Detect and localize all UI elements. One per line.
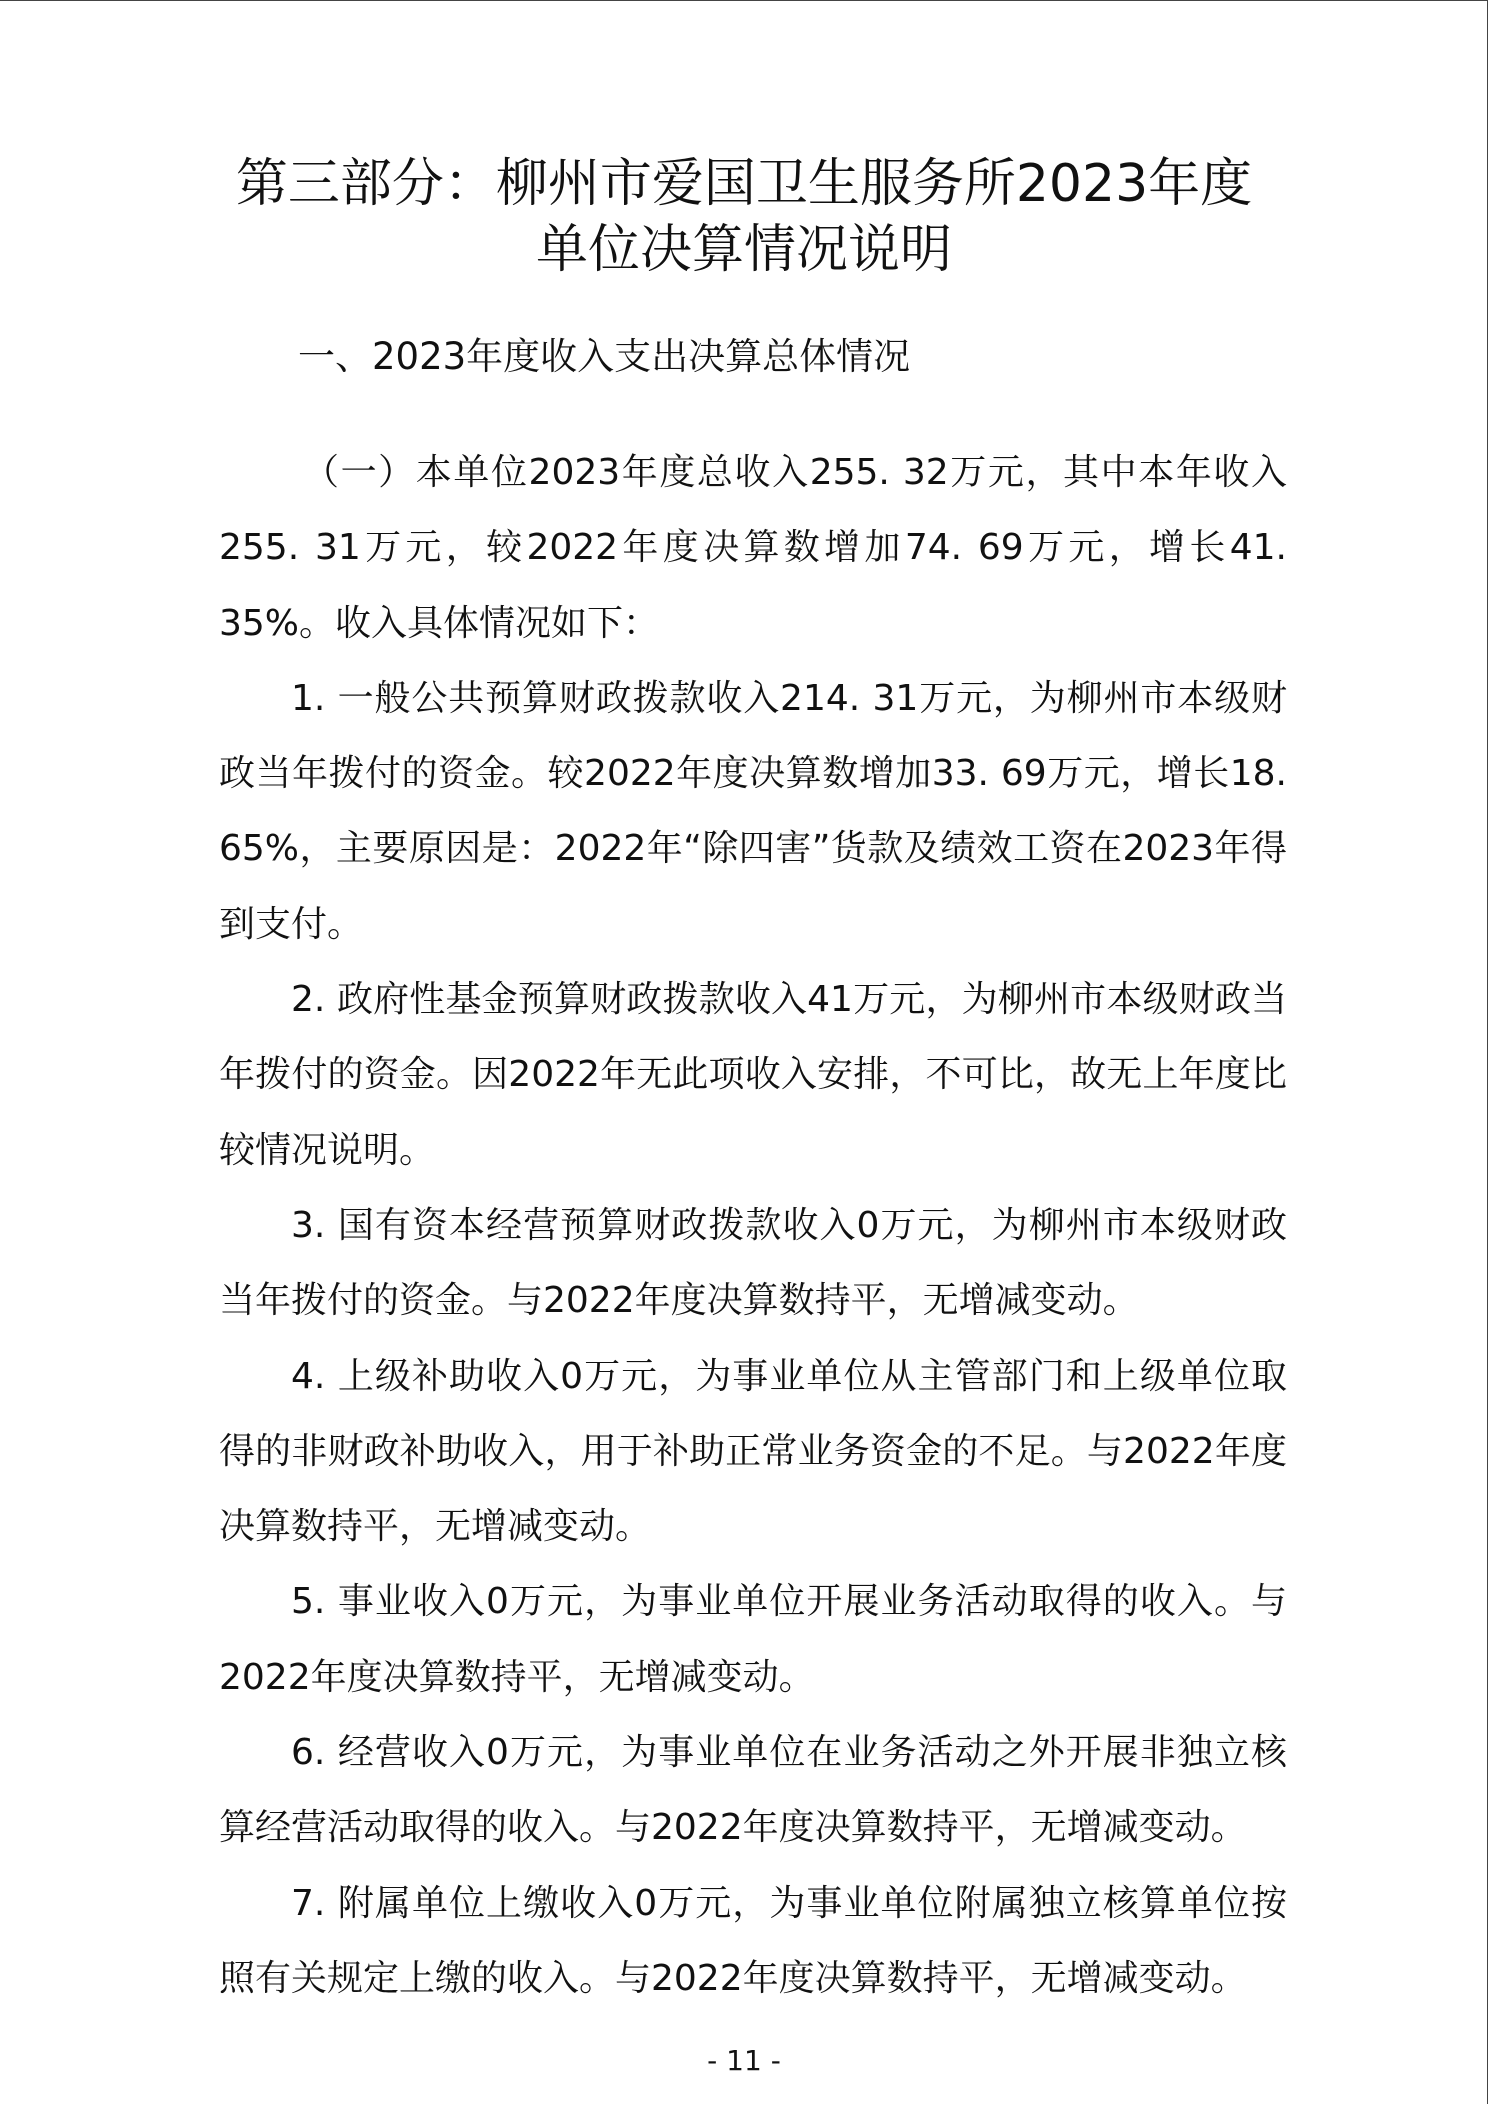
title-line-2: 单位决算情况说明 — [535, 220, 952, 280]
title-line-1: 第三部分：柳州市爱国卫生服务所2023年度 — [235, 154, 1253, 214]
paragraph-total-income: （一）本单位2023年度总收入255. 32万元，其中本年收入255. 31万元，较2022年度决算数增加74. 69万元，增长41. 35%。收入具体情况如下： — [219, 452, 1287, 644]
paragraph-superior-subsidy-income: 4. 上级补助收入0万元，为事业单位从主管部门和上级单位取得的非财政补助收入，用于补助正常业务资金的不足。与2022年度决算数持平，无增减变动。 — [219, 1355, 1287, 1548]
paragraph-affiliated-unit-income: 7. 附属单位上缴收入0万元，为事业单位附属独立核算单位按照有关规定上缴的收入。与2022年度决算数持平，无增减变动。 — [219, 1882, 1287, 1999]
body-text — [219, 435, 1287, 2016]
paragraph-business-income: 5. 事业收入0万元，为事业单位开展业务活动取得的收入。与2022年度决算数持平，无增减变动。 — [219, 1581, 1287, 1698]
paragraph-state-capital-income: 3. 国有资本经营预算财政拨款收入0万元，为柳州市本级财政当年拨付的资金。与2022年度决算数持平，无增减变动。 — [219, 1204, 1287, 1322]
paragraph-general-budget-income: 1. 一般公共预算财政拨款收入214. 31万元，为柳州市本级财政当年拨付的资金。较2022年度决算数增加33. 69万元，增长18. 65%，主要原因是：2022年“除四害”货款及绩效工资在2023年得到支付。 — [219, 677, 1287, 945]
page-title — [150, 151, 1338, 283]
page-number: - 11 - — [707, 2044, 781, 2077]
paragraph-government-fund-income: 2. 政府性基金预算财政拨款收入41万元，为柳州市本级财政当年拨付的资金。因2022年无此项收入安排，不可比，故无上年度比较情况说明。 — [219, 979, 1287, 1171]
paragraph-operating-income: 6. 经营收入0万元，为事业单位在业务活动之外开展非独立核算经营活动取得的收入。与2022年度决算数持平，无增减变动。 — [219, 1732, 1287, 1849]
section-heading: 一、2023年度收入支出决算总体情况 — [298, 335, 911, 378]
